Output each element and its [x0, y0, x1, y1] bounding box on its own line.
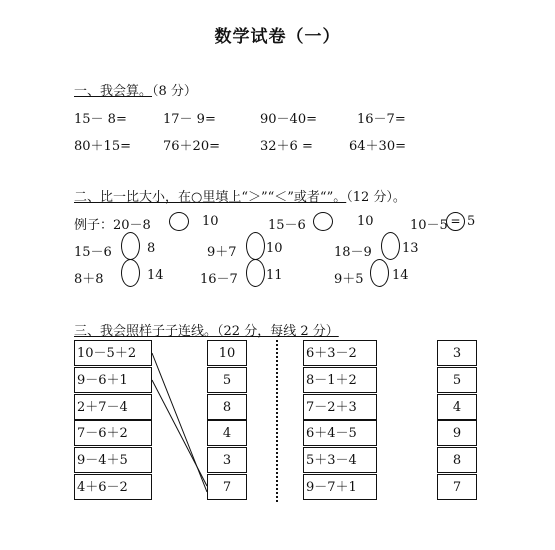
compare-1-3-left: 18－9 — [334, 245, 372, 260]
compare-oval-2-3[interactable] — [370, 259, 389, 287]
example-right-1: 10 — [202, 214, 219, 229]
section2-header — [74, 186, 406, 205]
col1-cell-3[interactable]: 7－6＋2 — [74, 420, 152, 446]
compare-oval-1-2[interactable] — [246, 232, 265, 260]
section3-header — [74, 320, 339, 339]
compare-2-1-left: 8＋8 — [74, 272, 104, 287]
calc-1-4: 16－7= — [357, 112, 406, 127]
example-oval-2 — [313, 212, 333, 231]
page-title: 数学试卷（一） — [214, 27, 341, 47]
calc-1-2: 17－ 9= — [163, 112, 216, 127]
calc-2-3: 32＋6 = — [260, 139, 313, 154]
example-label: 例子：20－8 — [74, 218, 151, 233]
col1-cell-4[interactable]: 9－4＋5 — [74, 447, 152, 473]
col1-cell-2[interactable]: 2＋7－4 — [74, 394, 152, 420]
example-left-2: 15－6 — [268, 218, 306, 233]
col3-cell-1[interactable]: 8－1＋2 — [303, 367, 377, 393]
section3-heading: 三、我会照样子子连线。 — [74, 324, 218, 339]
example-right-3: 5 — [467, 214, 476, 229]
col3-cell-3[interactable]: 6＋4－5 — [303, 420, 377, 446]
col4-cell-3[interactable]: 9 — [437, 420, 477, 446]
calc-1-3: 90－40= — [260, 112, 317, 127]
col3-cell-2[interactable]: 7－2＋3 — [303, 394, 377, 420]
compare-1-3-right: 13 — [402, 241, 419, 256]
dotted-divider — [276, 340, 278, 502]
col4-cell-2[interactable]: 4 — [437, 394, 477, 420]
calc-2-1: 80＋15= — [74, 139, 131, 154]
col1-cell-0[interactable]: 10－5＋2 — [74, 340, 152, 366]
col2-cell-0[interactable]: 10 — [207, 340, 247, 366]
col4-cell-0[interactable]: 3 — [437, 340, 477, 366]
calc-2-4: 64＋30= — [349, 139, 406, 154]
section1-header — [74, 80, 197, 99]
col2-cell-2[interactable]: 8 — [207, 394, 247, 420]
compare-1-1-left: 15－6 — [74, 245, 112, 260]
calc-2-2: 76＋20= — [163, 139, 220, 154]
col4-cell-1[interactable]: 5 — [437, 367, 477, 393]
col1-cell-1[interactable]: 9－6＋1 — [74, 367, 152, 393]
example-line-2 — [152, 380, 207, 486]
example-right-2: 10 — [357, 214, 374, 229]
col3-cell-0[interactable]: 6＋3－2 — [303, 340, 377, 366]
col3-cell-5[interactable]: 9－7＋1 — [303, 474, 377, 500]
col2-cell-5[interactable]: 7 — [207, 474, 247, 500]
example-oval-3: = — [446, 212, 465, 231]
section1-points: （8 分） — [152, 84, 197, 99]
compare-oval-2-2[interactable] — [246, 259, 265, 287]
col3-cell-4[interactable]: 5＋3－4 — [303, 447, 377, 473]
compare-1-2-left: 9＋7 — [207, 245, 237, 260]
compare-1-2-right: 10 — [266, 241, 283, 256]
section1-heading: 一、我会算。 — [74, 84, 153, 99]
section2-heading: 二、比一比大小，在○里填上“＞”“＜”或者“”。 — [74, 190, 347, 205]
compare-2-1-right: 14 — [147, 268, 164, 283]
compare-2-2-left: 16－7 — [200, 272, 238, 287]
col2-cell-4[interactable]: 3 — [207, 447, 247, 473]
col2-cell-3[interactable]: 4 — [207, 420, 247, 446]
example-line-1 — [152, 353, 207, 492]
section2-points: （12 分）。 — [346, 190, 406, 205]
compare-oval-2-1[interactable] — [121, 259, 140, 287]
compare-1-1-right: 8 — [147, 241, 156, 256]
compare-oval-1-1[interactable] — [121, 232, 140, 260]
calc-1-1: 15－ 8= — [74, 112, 127, 127]
compare-2-3-right: 14 — [392, 268, 409, 283]
col4-cell-4[interactable]: 8 — [437, 447, 477, 473]
compare-2-3-left: 9＋5 — [334, 272, 364, 287]
section3-points: （22 分，每线 2 分） — [217, 324, 339, 339]
col1-cell-5[interactable]: 4＋6－2 — [74, 474, 152, 500]
compare-2-2-right: 11 — [266, 268, 283, 283]
compare-oval-1-3[interactable] — [381, 232, 400, 260]
example-left-3: 10－5 — [410, 218, 448, 233]
col2-cell-1[interactable]: 5 — [207, 367, 247, 393]
col4-cell-5[interactable]: 7 — [437, 474, 477, 500]
example-oval-1 — [169, 212, 189, 231]
